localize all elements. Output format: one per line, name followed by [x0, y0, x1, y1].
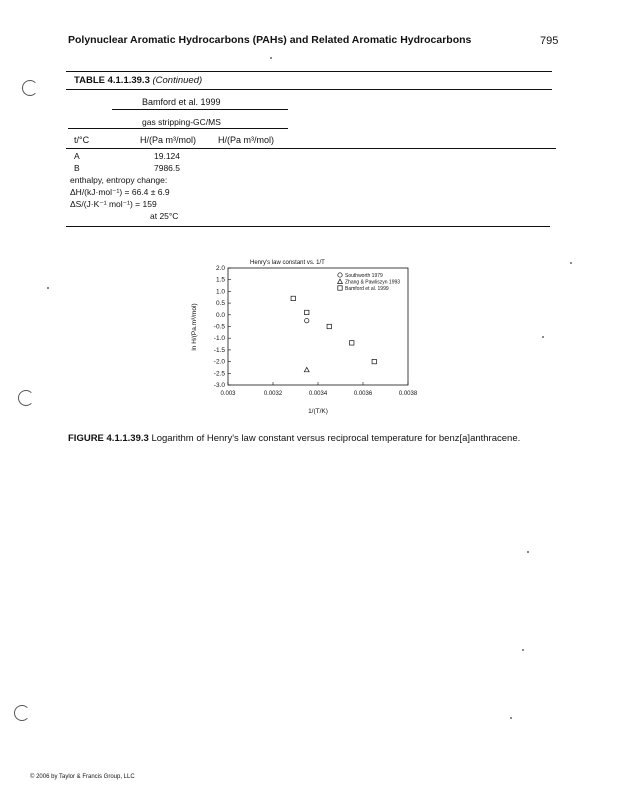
y-axis-ticks: [214, 265, 231, 389]
scan-speck: [47, 287, 49, 289]
scan-speck: [510, 717, 512, 719]
table-caption-continued: (Continued): [152, 75, 203, 86]
table-note: at 25°C: [150, 211, 179, 221]
table-row-value: 7986.5: [154, 163, 180, 173]
x-tick-label: 0.0038: [398, 391, 418, 397]
scan-speck: [522, 649, 524, 651]
binder-hole-mark: [22, 80, 38, 96]
table-method-rule: [68, 128, 288, 129]
table-bottom-rule: [66, 226, 550, 227]
legend-label: Southworth 1979: [345, 273, 383, 279]
x-axis-ticks: [220, 382, 417, 397]
table-author-rule: [112, 109, 288, 110]
legend-label: Bamford et al. 1999: [345, 286, 389, 292]
y-tick-label: -0.5: [213, 323, 225, 331]
table-col-henry-1: H/(Pa m³/mol): [140, 135, 196, 145]
y-tick-label: -1.0: [213, 335, 225, 343]
table-note: ΔH/(kJ·mol⁻¹) = 66.4 ± 6.9: [70, 187, 170, 197]
data-point-triangle: [304, 367, 309, 371]
table-caption-number: TABLE 4.1.1.39.3: [74, 75, 150, 86]
table-author: Bamford et al. 1999: [142, 97, 221, 107]
data-point-square: [291, 296, 295, 300]
table-caption: [74, 75, 202, 86]
copyright-footer: © 2006 by Taylor & Francis Group, LLC: [30, 774, 135, 780]
scan-speck: [527, 551, 529, 553]
y-tick-label: 0.0: [215, 311, 225, 319]
legend-label: Zhang & Pawliszyn 1993: [345, 279, 401, 286]
table-top-rule: [66, 71, 552, 72]
table-caption-rule: [66, 89, 552, 90]
y-tick-label: -2.0: [213, 358, 225, 366]
scan-speck: [542, 336, 544, 338]
page-number: 795: [540, 35, 559, 47]
figure-caption-text: Logarithm of Henry's law constant versus reciprocal temperature for benz[a]anthracene.: [151, 433, 521, 444]
y-tick-label: -1.5: [213, 346, 225, 354]
table-note: ΔS/(J·K⁻¹ mol⁻¹) = 159: [70, 199, 157, 209]
data-point-square: [327, 324, 331, 328]
data-point-square: [350, 341, 354, 345]
x-axis-label: 1/(T/K): [308, 408, 328, 415]
figure-caption-number: FIGURE 4.1.1.39.3: [68, 433, 149, 444]
table-row-label: A: [74, 151, 80, 161]
legend-marker-square: [338, 286, 342, 290]
henry-law-chart: [190, 255, 430, 415]
table-method: gas stripping-GC/MS: [142, 117, 221, 127]
data-point-square: [372, 359, 376, 363]
table-col-henry-2: H/(Pa m³/mol): [218, 135, 274, 145]
y-tick-label: -2.5: [213, 370, 225, 378]
x-tick-label: 0.003: [220, 391, 236, 397]
scan-speck: [270, 57, 272, 59]
chart-legend: [338, 273, 401, 292]
y-tick-label: 1.0: [215, 288, 225, 296]
table-col-temperature: t/°C: [74, 135, 90, 145]
legend-marker-triangle: [338, 279, 343, 283]
y-axis-label: ln H/(Pa.m³/mol): [191, 303, 198, 351]
y-tick-label: 1.5: [215, 276, 225, 284]
table-note: enthalpy, entropy change:: [70, 175, 168, 185]
binder-hole-mark: [14, 705, 30, 721]
x-tick-label: 0.0036: [353, 391, 373, 397]
y-tick-label: 2.0: [215, 265, 225, 272]
data-points: [291, 296, 376, 372]
x-tick-label: 0.0032: [263, 391, 283, 397]
data-point-square: [305, 310, 309, 314]
table-row-label: B: [74, 163, 80, 173]
chart-title: Henry's law constant vs. 1/T: [250, 260, 325, 266]
legend-marker-circle: [338, 273, 342, 277]
table-row-value: 19.124: [154, 151, 180, 161]
scan-speck: [570, 262, 572, 264]
data-point-circle: [305, 318, 309, 322]
y-tick-label: -3.0: [213, 382, 225, 389]
running-header-title: Polynuclear Aromatic Hydrocarbons (PAHs) and Related Aromatic Hydrocarbons: [68, 34, 472, 46]
y-tick-label: 0.5: [215, 300, 225, 308]
figure-caption: [68, 433, 520, 444]
x-tick-label: 0.0034: [308, 391, 328, 397]
binder-hole-mark: [18, 390, 34, 406]
table-header-rule: [66, 148, 556, 149]
